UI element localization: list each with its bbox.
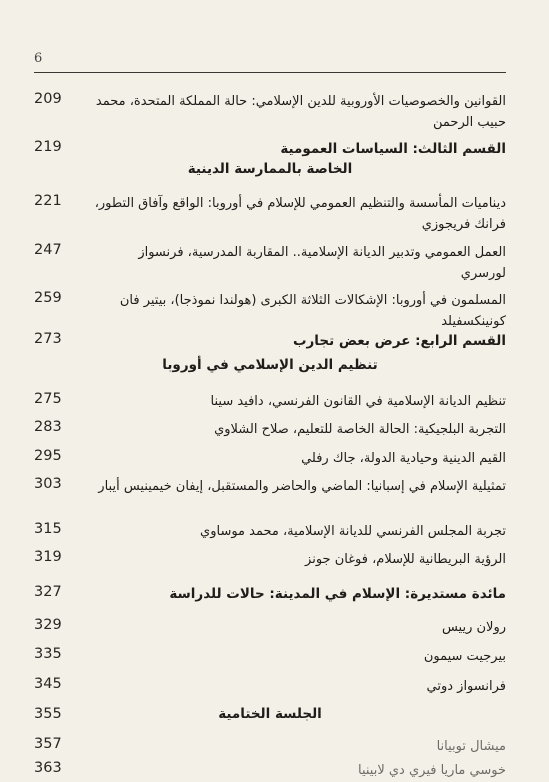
toc-entry — [34, 448, 506, 470]
entry-page: 221 — [34, 193, 62, 209]
toc-entry — [34, 617, 506, 639]
entry-text: خوسي ماريا فيري دي لابينيا — [357, 763, 506, 778]
entry-text: تجربة المجلس الفرنسي للديانة الإسلامية، محمد موساوي — [200, 524, 506, 539]
closing-session-title: الجلسة الختامية — [218, 706, 322, 722]
entry-page: 209 — [34, 91, 62, 107]
toc-subtitle-entry — [34, 706, 506, 728]
entry-page: 329 — [34, 617, 62, 633]
toc-entry — [34, 736, 506, 758]
entry-page: 355 — [34, 706, 62, 722]
section-title: مائدة مستديرة: الإسلام في المدينة: حالات للدراسة — [169, 586, 506, 602]
entry-text: المسلمون في أوروبا: الإشكالات الثلاثة الكبرى (هولندا نموذجا)، بيتير فان كونينكسفيلد — [119, 293, 506, 329]
toc-entry — [34, 549, 506, 571]
toc-entry — [34, 242, 506, 284]
entry-page: 295 — [34, 448, 62, 464]
entry-page: 319 — [34, 549, 62, 565]
toc-entry — [34, 193, 506, 235]
entry-text: الرؤية البريطانية للإسلام، فوغان جونز — [305, 552, 506, 567]
entry-page: 259 — [34, 290, 62, 306]
toc-entry — [34, 760, 506, 782]
entry-page: 247 — [34, 242, 62, 258]
toc-section — [34, 584, 506, 606]
entry-page: 273 — [34, 331, 62, 347]
entry-text: ميشال توبيانا — [436, 739, 506, 754]
entry-text: ديناميات المأسسة والتنظيم العمومي للإسلام في أوروبا: الواقع وآفاق التطور، فرانك فريجوزي — [94, 196, 506, 232]
section-title: القسم الثالث: السياسات العمومية — [280, 141, 506, 157]
entry-text: العمل العمومي وتدبير الديانة الإسلامية.. المقاربة المدرسية، فرنسواز لورسري — [138, 245, 506, 281]
toc-entry — [34, 290, 506, 332]
header-rule — [34, 72, 506, 73]
toc-section — [34, 331, 506, 353]
entry-page: 303 — [34, 476, 62, 492]
page-number: 6 — [34, 51, 43, 66]
entry-text: بيرجيت سيمون — [423, 649, 506, 664]
entry-text: تمثيلية الإسلام في إسبانيا: الماضي والحاضر والمستقبل، إيفان خيمينيس أيبار — [98, 479, 506, 494]
entry-text: تنظيم الديانة الإسلامية في القانون الفرنسي، دافيد سينا — [210, 394, 506, 409]
toc-section — [34, 139, 506, 161]
entry-page: 275 — [34, 391, 62, 407]
entry-text: التجربة البلجيكية: الحالة الخاصة للتعليم، صلاح الشلاوي — [214, 422, 506, 437]
section-subtitle: الخاصة بالممارسة الدينية — [187, 161, 353, 177]
entry-text: القيم الدينية وحيادية الدولة، جاك رفلي — [301, 451, 506, 466]
section-subtitle: تنظيم الدين الإسلامي في أوروبا — [162, 357, 378, 373]
entry-page: 219 — [34, 139, 62, 155]
entry-page: 283 — [34, 419, 62, 435]
toc-entry — [34, 676, 506, 698]
toc-entry — [34, 521, 506, 543]
toc-entry — [34, 91, 506, 133]
entry-page: 335 — [34, 646, 62, 662]
toc-entry — [34, 476, 506, 518]
entry-text: القوانين والخصوصيات الأوروبية للدين الإسلامي: حالة المملكة المتحدة، محمد حبيب الرحمن — [95, 94, 506, 130]
toc-entry — [34, 419, 506, 441]
entry-page: 363 — [34, 760, 62, 776]
entry-text: فرانسواز دوتي — [426, 679, 506, 694]
entry-page: 327 — [34, 584, 62, 600]
entry-page: 315 — [34, 521, 62, 537]
entry-page: 345 — [34, 676, 62, 692]
toc-entry — [34, 391, 506, 413]
entry-page: 357 — [34, 736, 62, 752]
section-title: القسم الرابع: عرض بعض تجارب — [292, 333, 506, 349]
toc-entry — [34, 646, 506, 668]
entry-text: رولان رييس — [441, 620, 506, 635]
